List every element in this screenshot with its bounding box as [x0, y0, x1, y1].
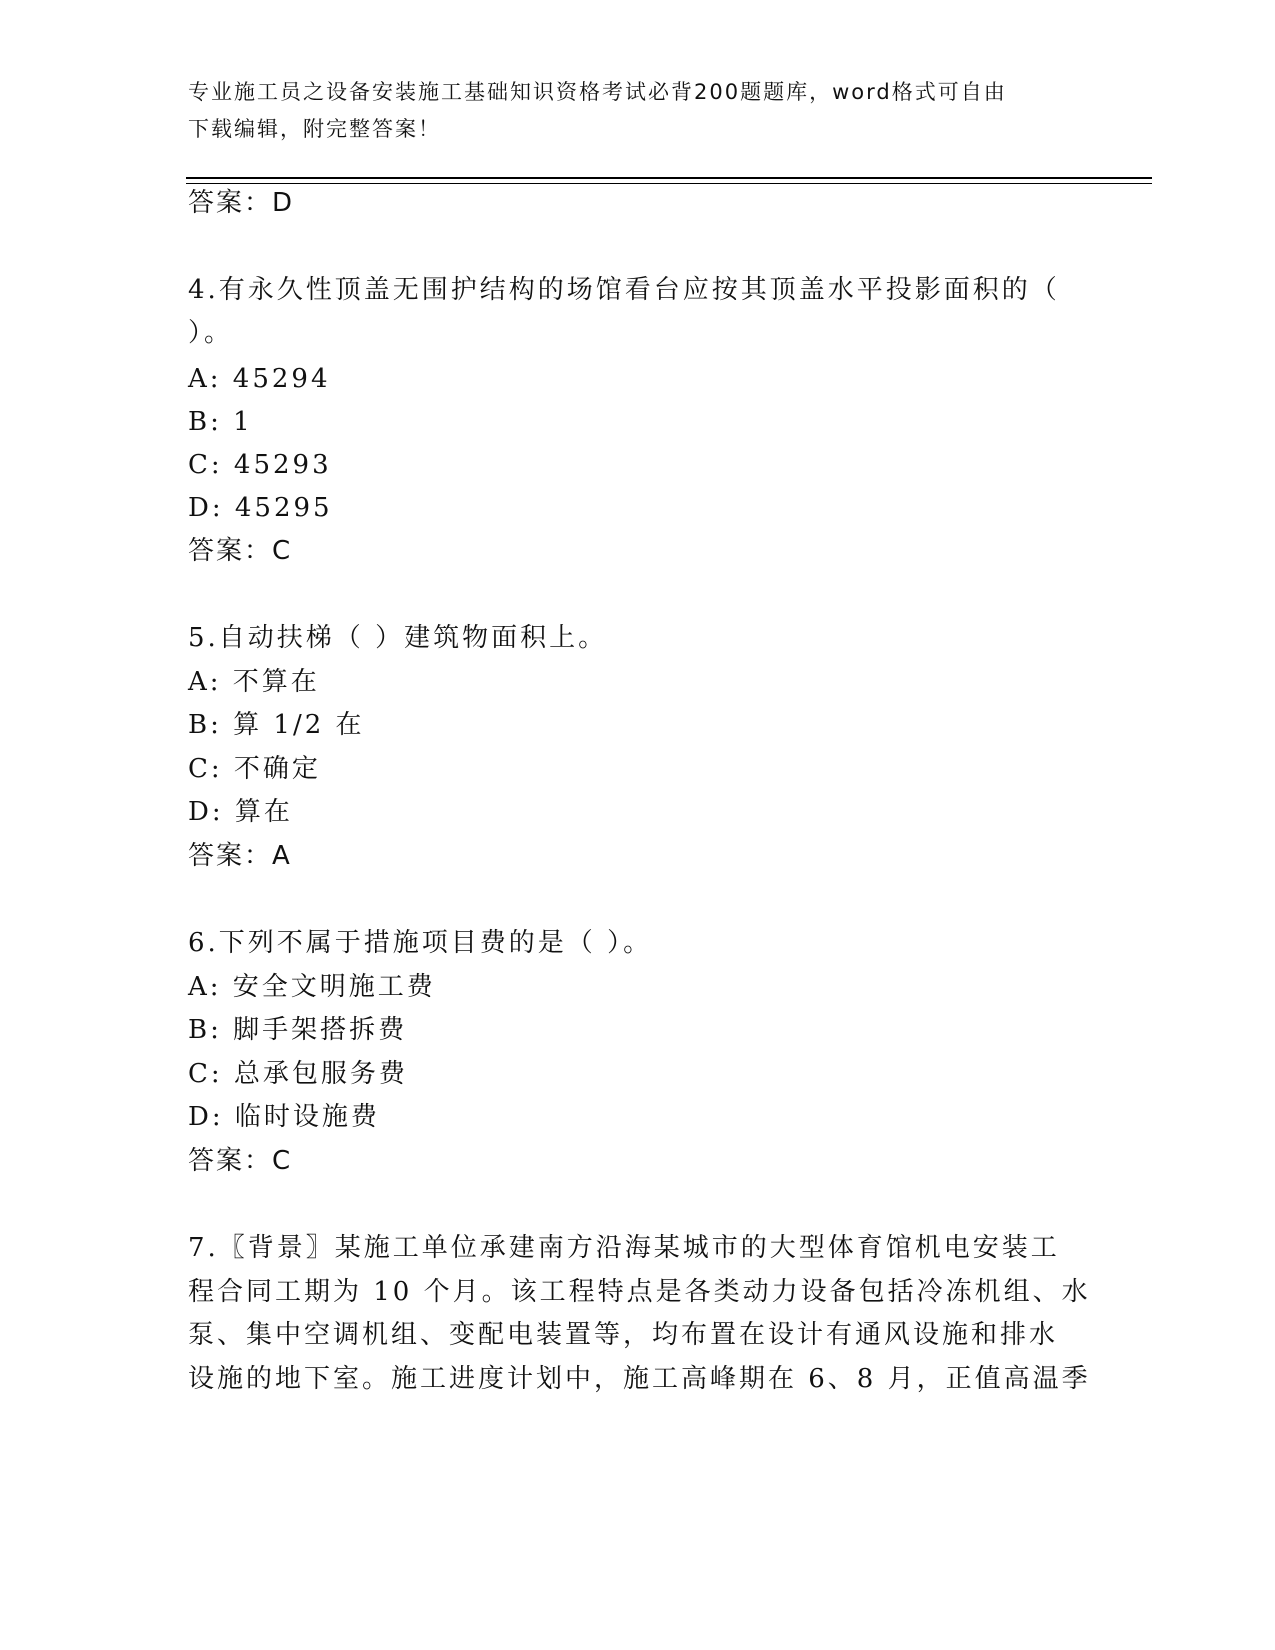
header-title-line-2: 下载编辑，附完整答案！ — [188, 117, 441, 141]
q6-option-a: A: 安全文明施工费 — [188, 972, 436, 1002]
q5-option-d: D: 算在 — [188, 797, 293, 827]
q7-stem-line-4: 设施的地下室。施工进度计划中，施工高峰期在 6、8 月，正值高温季 — [188, 1364, 1091, 1394]
q6-option-b: B: 脚手架搭拆费 — [188, 1015, 408, 1045]
q7-stem-line-3: 泵、集中空调机组、变配电装置等，均布置在设计有通风设施和排水 — [188, 1320, 1059, 1350]
q4-stem-line-1: 4.有永久性顶盖无围护结构的场馆看台应按其顶盖水平投影面积的（ — [188, 275, 1060, 305]
q6-option-d: D: 临时设施费 — [188, 1102, 380, 1132]
q5-answer: 答案：A — [188, 841, 292, 871]
q4-option-a: A: 45294 — [188, 364, 331, 394]
q5-option-c: C: 不确定 — [188, 754, 321, 784]
q4-stem-line-2: ）。 — [188, 318, 234, 348]
header-divider-thick — [186, 177, 1152, 179]
q5-option-b: B: 算 1/2 在 — [188, 710, 365, 740]
q7-stem-line-1: 7.〖背景〗某施工单位承建南方沿海某城市的大型体育馆机电安装工 — [188, 1233, 1060, 1263]
header-divider-thin — [186, 183, 1152, 184]
q6-answer: 答案：C — [188, 1146, 293, 1176]
q6-option-c: C: 总承包服务费 — [188, 1059, 408, 1089]
q6-stem-line-1: 6.下列不属于措施项目费的是（ ）。 — [188, 928, 653, 958]
q4-option-d: D: 45295 — [188, 493, 333, 523]
q4-answer: 答案：C — [188, 536, 293, 566]
q5-option-a: A: 不算在 — [188, 667, 320, 697]
q4-option-c: C: 45293 — [188, 450, 332, 480]
page-header — [188, 74, 1068, 148]
q4-option-b: B: 1 — [188, 407, 253, 437]
header-title-line-1: 专业施工员之设备安装施工基础知识资格考试必背200题题库，word格式可自由 — [188, 80, 1007, 104]
q7-stem-line-2: 程合同工期为 10 个月。该工程特点是各类动力设备包括冷冻机组、水 — [188, 1277, 1091, 1307]
q5-stem-line-1: 5.自动扶梯（ ）建筑物面积上。 — [188, 623, 608, 653]
q3-answer: 答案：D — [188, 188, 295, 218]
